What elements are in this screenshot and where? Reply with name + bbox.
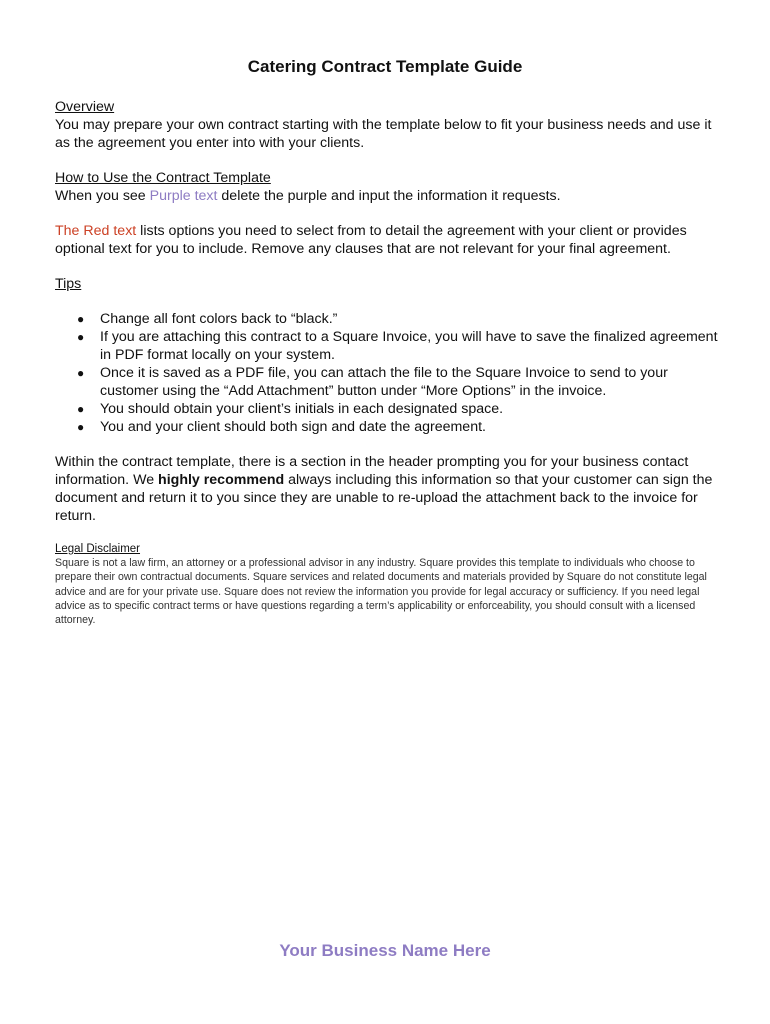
bullet-icon: ● (77, 402, 85, 416)
red-instruction-text: lists options you need to select from to detail the agreement with your client or provides optional text for you to include. Remove any clauses that are not relevant for your final agreement. (55, 223, 687, 257)
tips-list (55, 310, 720, 436)
contact-note-bold: highly recommend (158, 472, 285, 488)
purple-intro-before: When you see (55, 188, 150, 204)
how-to-section (55, 169, 720, 205)
tip-text: Change all font colors back to “black.” (100, 311, 338, 327)
list-item (77, 310, 720, 328)
list-item (77, 364, 720, 400)
contact-note-after: always including this information so that your customer can sign the document and return it to you since they are unable to re-upload the attachment back to the invoice for return. (55, 472, 713, 524)
contact-note-before: Within the contract template, there is a section in the header prompting you for your business contact information. We (55, 454, 689, 488)
red-text-label: The Red text (55, 223, 137, 239)
tip-text: Once it is saved as a PDF file, you can attach the file to the Square Invoice to send to your customer using the “Add Attachment” button under “More Options” in the invoice. (100, 365, 668, 399)
overview-heading: Overview (55, 99, 115, 115)
tips-heading: Tips (55, 276, 82, 292)
legal-disclaimer-text: Square is not a law firm, an attorney or a professional advisor in any industry. Square provides this template to individuals who choose to prepare their own contractual documents. Square services and related documents and materials provided by Square do not constitute legal advice and are for your private use. Square does not review the information you provide for legal accuracy or sufficiency. If you need legal advice as to specific contract terms or have questions regarding a term’s applicability or enforceability, you should consult with a licensed attorney. (55, 557, 707, 627)
bullet-icon: ● (77, 420, 85, 434)
document-body (55, 98, 720, 627)
bullet-icon: ● (77, 312, 85, 326)
overview-section (55, 98, 720, 152)
legal-disclaimer-heading: Legal Disclaimer (55, 543, 141, 555)
tips-section (55, 275, 720, 436)
page-title: Catering Contract Template Guide (247, 57, 523, 76)
list-item (77, 400, 720, 418)
how-to-heading: How to Use the Contract Template (55, 170, 271, 186)
purple-instruction (55, 187, 720, 205)
tip-text: You and your client should both sign and date the agreement. (100, 419, 486, 435)
tip-text: If you are attaching this contract to a Square Invoice, you will have to save the finalized agreement in PDF format locally on your system. (100, 329, 718, 363)
purple-intro-after: delete the purple and input the information it requests. (217, 188, 561, 204)
red-text-section (55, 222, 720, 258)
contact-note (55, 453, 720, 525)
legal-disclaimer-section (55, 542, 720, 627)
purple-text-label: Purple text (149, 188, 218, 204)
list-item (77, 328, 720, 364)
bullet-icon: ● (77, 330, 85, 344)
contact-note-section (55, 453, 720, 525)
red-instruction (55, 222, 720, 258)
business-name-placeholder: Your Business Name Here (279, 941, 491, 960)
tip-text: You should obtain your client’s initials in each designated space. (100, 401, 504, 417)
list-item (77, 418, 720, 436)
overview-text: You may prepare your own contract starting with the template below to fit your business needs and use it as the agreement you enter into with your clients. (55, 117, 712, 151)
bullet-icon: ● (77, 366, 85, 380)
